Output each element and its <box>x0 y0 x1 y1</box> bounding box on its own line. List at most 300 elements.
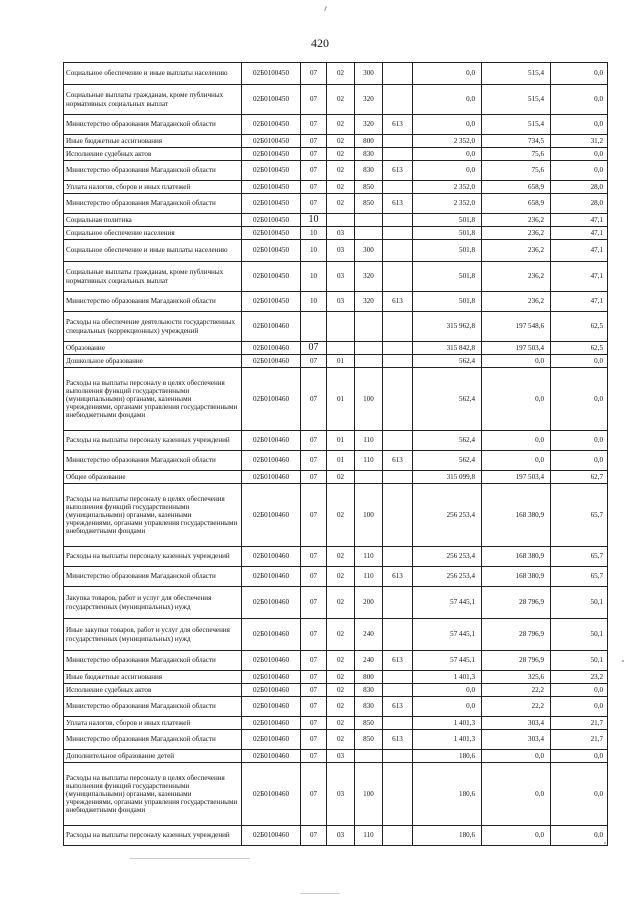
cell-target-article: 02Б0100460 <box>242 750 301 763</box>
cell-name: Социальное обеспечение и иные выплаты населению <box>64 63 242 85</box>
cell-percent: 0,0 <box>551 85 608 115</box>
cell-section: 07 <box>301 161 327 181</box>
cell-subsection: 02 <box>327 194 355 214</box>
table-row <box>64 214 608 227</box>
cell-admin-code <box>383 355 413 368</box>
cell-expense-type: 830 <box>355 684 383 697</box>
cell-section: 07 <box>301 368 327 431</box>
cell-subsection: 02 <box>327 567 355 587</box>
table-row <box>64 85 608 115</box>
cell-executed: 303,4 <box>482 717 551 730</box>
cell-subsection <box>327 342 355 355</box>
cell-planned: 562,4 <box>413 355 482 368</box>
cell-target-article: 02Б0100460 <box>242 342 301 355</box>
cell-subsection: 02 <box>327 717 355 730</box>
cell-section: 07 <box>301 717 327 730</box>
table-row <box>64 194 608 214</box>
cell-subsection: 03 <box>327 292 355 312</box>
cell-planned: 0,0 <box>413 684 482 697</box>
cell-section: 10 <box>301 240 327 262</box>
cell-percent: 31,2 <box>551 135 608 148</box>
cell-planned: 180,6 <box>413 763 482 826</box>
cell-admin-code <box>383 85 413 115</box>
cell-target-article: 02Б0100450 <box>242 85 301 115</box>
cell-expense-type: 850 <box>355 730 383 750</box>
cell-percent: 0,0 <box>551 826 608 846</box>
cell-subsection <box>327 312 355 342</box>
cell-planned: 2 352,0 <box>413 194 482 214</box>
cell-executed: 236,2 <box>482 227 551 240</box>
cell-target-article: 02Б0100450 <box>242 227 301 240</box>
table-row <box>64 161 608 181</box>
cell-subsection: 01 <box>327 368 355 431</box>
cell-subsection: 02 <box>327 619 355 651</box>
cell-expense-type: 800 <box>355 135 383 148</box>
cell-admin-code <box>383 471 413 484</box>
cell-expense-type <box>355 355 383 368</box>
table-row <box>64 240 608 262</box>
cell-executed: 658,9 <box>482 194 551 214</box>
cell-admin-code <box>383 547 413 567</box>
cell-executed: 515,4 <box>482 63 551 85</box>
cell-subsection: 02 <box>327 697 355 717</box>
cell-name: Министерство образования Магаданской области <box>64 292 242 312</box>
cell-percent: 0,0 <box>551 355 608 368</box>
cell-planned: 0,0 <box>413 63 482 85</box>
table-row <box>64 181 608 194</box>
cell-executed: 168 380,9 <box>482 547 551 567</box>
cell-subsection: 02 <box>327 671 355 684</box>
cell-section: 07 <box>301 194 327 214</box>
cell-target-article: 02Б0100450 <box>242 214 301 227</box>
cell-percent: 65,7 <box>551 567 608 587</box>
cell-planned: 180,6 <box>413 826 482 846</box>
cell-section: 07 <box>301 135 327 148</box>
cell-admin-code <box>383 135 413 148</box>
cell-planned: 562,4 <box>413 431 482 451</box>
cell-executed: 236,2 <box>482 214 551 227</box>
table-row <box>64 342 608 355</box>
cell-executed: 734,5 <box>482 135 551 148</box>
cell-admin-code <box>383 181 413 194</box>
cell-executed: 0,0 <box>482 431 551 451</box>
cell-planned: 0,0 <box>413 85 482 115</box>
cell-target-article: 02Б0100460 <box>242 471 301 484</box>
cell-percent: 21,7 <box>551 730 608 750</box>
cell-section: 07 <box>301 355 327 368</box>
cell-executed: 28 796,9 <box>482 619 551 651</box>
cell-executed: 515,4 <box>482 85 551 115</box>
table-row <box>64 368 608 431</box>
cell-name: Образование <box>64 342 242 355</box>
cell-planned: 501,8 <box>413 214 482 227</box>
cell-name: Министерство образования Магаданской области <box>64 697 242 717</box>
cell-planned: 0,0 <box>413 115 482 135</box>
cell-target-article: 02Б0100460 <box>242 697 301 717</box>
cell-admin-code <box>383 619 413 651</box>
cell-target-article: 02Б0100460 <box>242 651 301 671</box>
cell-section: 07 <box>301 471 327 484</box>
cell-executed: 75,6 <box>482 161 551 181</box>
cell-percent: 0,0 <box>551 451 608 471</box>
cell-section: 07 <box>301 484 327 547</box>
cell-executed: 75,6 <box>482 148 551 161</box>
cell-section: 10 <box>301 214 327 227</box>
table-row <box>64 227 608 240</box>
cell-planned: 315 099,8 <box>413 471 482 484</box>
cell-name: Исполнение судебных актов <box>64 148 242 161</box>
cell-expense-type <box>355 471 383 484</box>
cell-planned: 501,8 <box>413 227 482 240</box>
cell-subsection: 02 <box>327 148 355 161</box>
table-row <box>64 697 608 717</box>
cell-planned: 1 401,3 <box>413 671 482 684</box>
cell-executed: 0,0 <box>482 451 551 471</box>
cell-executed: 168 380,9 <box>482 484 551 547</box>
table-row <box>64 730 608 750</box>
cell-subsection <box>327 214 355 227</box>
cell-admin-code: 613 <box>383 194 413 214</box>
cell-name: Министерство образования Магаданской области <box>64 651 242 671</box>
cell-expense-type: 800 <box>355 671 383 684</box>
cell-target-article: 02Б0100460 <box>242 619 301 651</box>
cell-admin-code <box>383 63 413 85</box>
cell-planned: 57 445,1 <box>413 587 482 619</box>
cell-expense-type: 850 <box>355 194 383 214</box>
table-body <box>64 63 608 846</box>
cell-percent: 0,0 <box>551 148 608 161</box>
cell-name: Расходы на выплаты персоналу казенных учреждений <box>64 826 242 846</box>
cell-expense-type: 300 <box>355 63 383 85</box>
cell-executed: 0,0 <box>482 368 551 431</box>
cell-section: 07 <box>301 651 327 671</box>
cell-section: 10 <box>301 227 327 240</box>
cell-percent: 0,0 <box>551 763 608 826</box>
cell-name: Министерство образования Магаданской области <box>64 194 242 214</box>
cell-planned: 562,4 <box>413 451 482 471</box>
cell-target-article: 02Б0100460 <box>242 368 301 431</box>
cell-admin-code <box>383 368 413 431</box>
cell-section: 10 <box>301 262 327 292</box>
cell-name: Министерство образования Магаданской области <box>64 730 242 750</box>
cell-name: Исполнение судебных актов <box>64 684 242 697</box>
table-row <box>64 148 608 161</box>
cell-percent: 28,0 <box>551 194 608 214</box>
cell-admin-code: 613 <box>383 567 413 587</box>
cell-section: 07 <box>301 730 327 750</box>
cell-subsection: 02 <box>327 471 355 484</box>
cell-percent: 50,1 <box>551 619 608 651</box>
cell-expense-type: 850 <box>355 717 383 730</box>
cell-planned: 2 352,0 <box>413 135 482 148</box>
cell-percent: 0,0 <box>551 697 608 717</box>
table-row <box>64 826 608 846</box>
cell-target-article: 02Б0100460 <box>242 451 301 471</box>
scan-dot <box>604 842 606 844</box>
cell-section: 07 <box>301 763 327 826</box>
page-number: 420 <box>311 36 329 50</box>
cell-target-article: 02Б0100450 <box>242 148 301 161</box>
cell-executed: 28 796,9 <box>482 587 551 619</box>
cell-expense-type: 320 <box>355 115 383 135</box>
cell-target-article: 02Б0100460 <box>242 826 301 846</box>
cell-name: Социальные выплаты гражданам, кроме публичных нормативных социальных выплат <box>64 262 242 292</box>
cell-name: Министерство образования Магаданской области <box>64 451 242 471</box>
cell-percent: 62,5 <box>551 342 608 355</box>
cell-target-article: 02Б0100460 <box>242 355 301 368</box>
cell-target-article: 02Б0100460 <box>242 717 301 730</box>
cell-name: Социальное обеспечение и иные выплаты населению <box>64 240 242 262</box>
cell-expense-type: 110 <box>355 431 383 451</box>
cell-target-article: 02Б0100460 <box>242 730 301 750</box>
cell-planned: 315 842,8 <box>413 342 482 355</box>
cell-executed: 236,2 <box>482 240 551 262</box>
cell-admin-code <box>383 826 413 846</box>
cell-subsection: 02 <box>327 684 355 697</box>
cell-admin-code: 613 <box>383 115 413 135</box>
cell-expense-type: 320 <box>355 85 383 115</box>
cell-name: Расходы на выплаты персоналу в целях обеспечения выполнения функций государственными (муниципальными) органами, казенными учреждениями, органами управления государственными внебюджетными фондами <box>64 484 242 547</box>
cell-name: Уплата налогов, сборов и иных платежей <box>64 181 242 194</box>
scan-mark <box>324 6 327 11</box>
cell-expense-type: 830 <box>355 697 383 717</box>
cell-subsection: 01 <box>327 451 355 471</box>
cell-section: 07 <box>301 148 327 161</box>
cell-target-article: 02Б0100460 <box>242 431 301 451</box>
cell-name: Расходы на выплаты персоналу казенных учреждений <box>64 431 242 451</box>
cell-name: Иные бюджетные ассигнования <box>64 671 242 684</box>
cell-section: 07 <box>301 85 327 115</box>
cell-expense-type: 100 <box>355 484 383 547</box>
cell-target-article: 02Б0100460 <box>242 312 301 342</box>
cell-planned: 256 253,4 <box>413 567 482 587</box>
cell-percent: 47,1 <box>551 214 608 227</box>
cell-percent: 50,1 <box>551 651 608 671</box>
cell-subsection: 02 <box>327 63 355 85</box>
table-row <box>64 484 608 547</box>
cell-executed: 325,6 <box>482 671 551 684</box>
cell-expense-type: 110 <box>355 567 383 587</box>
cell-percent: 0,0 <box>551 63 608 85</box>
cell-name: Расходы на выплаты персоналу в целях обеспечения выполнения функций государственными (муниципальными) органами, казенными учреждениями, органами управления государственными внебюджетными фондами <box>64 368 242 431</box>
table-row <box>64 547 608 567</box>
cell-planned: 1 401,3 <box>413 717 482 730</box>
cell-percent: 0,0 <box>551 115 608 135</box>
cell-admin-code <box>383 227 413 240</box>
cell-admin-code <box>383 763 413 826</box>
cell-admin-code <box>383 262 413 292</box>
cell-name: Министерство образования Магаданской области <box>64 567 242 587</box>
table-row <box>64 717 608 730</box>
cell-expense-type: 200 <box>355 587 383 619</box>
table-row <box>64 471 608 484</box>
cell-target-article: 02Б0100450 <box>242 240 301 262</box>
table-row <box>64 292 608 312</box>
cell-expense-type: 110 <box>355 826 383 846</box>
cell-admin-code <box>383 431 413 451</box>
cell-subsection: 03 <box>327 750 355 763</box>
cell-section: 07 <box>301 63 327 85</box>
cell-percent: 0,0 <box>551 431 608 451</box>
table-row <box>64 355 608 368</box>
cell-expense-type: 830 <box>355 161 383 181</box>
cell-planned: 57 445,1 <box>413 619 482 651</box>
cell-admin-code: 613 <box>383 161 413 181</box>
cell-subsection: 02 <box>327 135 355 148</box>
cell-executed: 0,0 <box>482 826 551 846</box>
table-row <box>64 312 608 342</box>
cell-section <box>301 312 327 342</box>
cell-section: 07 <box>301 684 327 697</box>
table-row <box>64 750 608 763</box>
cell-section: 07 <box>301 697 327 717</box>
cell-target-article: 02Б0100450 <box>242 181 301 194</box>
cell-admin-code <box>383 750 413 763</box>
cell-target-article: 02Б0100460 <box>242 547 301 567</box>
cell-section: 07 <box>301 567 327 587</box>
cell-subsection: 01 <box>327 431 355 451</box>
cell-admin-code <box>383 484 413 547</box>
cell-target-article: 02Б0100450 <box>242 292 301 312</box>
cell-name: Общее образование <box>64 471 242 484</box>
cell-admin-code <box>383 240 413 262</box>
cell-executed: 0,0 <box>482 750 551 763</box>
table-row <box>64 135 608 148</box>
table-row <box>64 651 608 671</box>
cell-name: Иные закупки товаров, работ и услуг для обеспечения государственных (муниципальных) нужд <box>64 619 242 651</box>
cell-planned: 57 445,1 <box>413 651 482 671</box>
cell-executed: 515,4 <box>482 115 551 135</box>
cell-subsection: 03 <box>327 227 355 240</box>
cell-name: Расходы на обеспечение деятельности государственных специальных (коррекционных) учреждений <box>64 312 242 342</box>
cell-planned: 501,8 <box>413 292 482 312</box>
cell-admin-code <box>383 214 413 227</box>
cell-target-article: 02Б0100460 <box>242 587 301 619</box>
cell-subsection: 02 <box>327 484 355 547</box>
cell-executed: 303,4 <box>482 730 551 750</box>
cell-planned: 180,6 <box>413 750 482 763</box>
cell-planned: 315 962,8 <box>413 312 482 342</box>
table-row <box>64 619 608 651</box>
cell-executed: 0,0 <box>482 763 551 826</box>
cell-expense-type: 100 <box>355 368 383 431</box>
cell-target-article: 02Б0100450 <box>242 115 301 135</box>
cell-admin-code: 613 <box>383 697 413 717</box>
cell-section: 07 <box>301 671 327 684</box>
cell-admin-code <box>383 717 413 730</box>
cell-percent: 47,1 <box>551 292 608 312</box>
cell-admin-code <box>383 342 413 355</box>
scan-line <box>130 858 250 859</box>
cell-admin-code: 613 <box>383 292 413 312</box>
cell-target-article: 02Б0100450 <box>242 262 301 292</box>
table-row <box>64 567 608 587</box>
cell-percent: 62,7 <box>551 471 608 484</box>
scan-line <box>300 893 340 894</box>
cell-subsection: 02 <box>327 115 355 135</box>
cell-expense-type: 110 <box>355 451 383 471</box>
cell-expense-type <box>355 342 383 355</box>
cell-admin-code: 613 <box>383 651 413 671</box>
cell-expense-type: 240 <box>355 619 383 651</box>
cell-section: 07 <box>301 451 327 471</box>
cell-section: 07 <box>301 547 327 567</box>
table-row <box>64 262 608 292</box>
cell-section: 07 <box>301 750 327 763</box>
cell-subsection: 02 <box>327 730 355 750</box>
cell-expense-type: 320 <box>355 262 383 292</box>
cell-name: Уплата налогов, сборов и иных платежей <box>64 717 242 730</box>
cell-name: Иные бюджетные ассигнования <box>64 135 242 148</box>
cell-executed: 197 548,6 <box>482 312 551 342</box>
cell-percent: 23,2 <box>551 671 608 684</box>
cell-executed: 22,2 <box>482 697 551 717</box>
cell-planned: 0,0 <box>413 697 482 717</box>
cell-planned: 501,8 <box>413 262 482 292</box>
cell-name: Дошкольное образование <box>64 355 242 368</box>
cell-name: Министерство образования Магаданской области <box>64 161 242 181</box>
cell-name: Социальные выплаты гражданам, кроме публичных нормативных социальных выплат <box>64 85 242 115</box>
table-row <box>64 587 608 619</box>
table-row <box>64 115 608 135</box>
cell-admin-code: 613 <box>383 730 413 750</box>
cell-target-article: 02Б0100450 <box>242 194 301 214</box>
cell-executed: 658,9 <box>482 181 551 194</box>
cell-target-article: 02Б0100450 <box>242 161 301 181</box>
cell-executed: 28 796,9 <box>482 651 551 671</box>
cell-section: 07 <box>301 826 327 846</box>
cell-executed: 197 503,4 <box>482 342 551 355</box>
budget-table <box>63 62 608 846</box>
table-row <box>64 671 608 684</box>
cell-subsection: 03 <box>327 763 355 826</box>
cell-name: Социальная политика <box>64 214 242 227</box>
cell-name: Дополнительное образование детей <box>64 750 242 763</box>
table-row <box>64 684 608 697</box>
cell-admin-code <box>383 312 413 342</box>
cell-subsection: 02 <box>327 587 355 619</box>
cell-planned: 0,0 <box>413 161 482 181</box>
cell-subsection: 03 <box>327 240 355 262</box>
cell-planned: 256 253,4 <box>413 484 482 547</box>
cell-expense-type <box>355 750 383 763</box>
cell-subsection: 01 <box>327 355 355 368</box>
cell-percent: 65,7 <box>551 484 608 547</box>
cell-expense-type: 240 <box>355 651 383 671</box>
cell-percent: 0,0 <box>551 368 608 431</box>
cell-percent: 50,1 <box>551 587 608 619</box>
table-row <box>64 63 608 85</box>
cell-planned: 501,8 <box>413 240 482 262</box>
table-row <box>64 431 608 451</box>
cell-expense-type: 830 <box>355 148 383 161</box>
cell-name: Социальное обеспечение населения <box>64 227 242 240</box>
cell-target-article: 02Б0100460 <box>242 684 301 697</box>
cell-section: 10 <box>301 292 327 312</box>
cell-name: Закупка товаров, работ и услуг для обеспечения государственных (муниципальных) нужд <box>64 587 242 619</box>
cell-planned: 256 253,4 <box>413 547 482 567</box>
cell-section: 07 <box>301 619 327 651</box>
cell-target-article: 02Б0100460 <box>242 671 301 684</box>
table-row <box>64 451 608 471</box>
cell-subsection: 03 <box>327 826 355 846</box>
cell-subsection: 02 <box>327 161 355 181</box>
cell-subsection: 02 <box>327 181 355 194</box>
scan-dot <box>622 660 624 662</box>
cell-executed: 236,2 <box>482 262 551 292</box>
cell-planned: 1 401,3 <box>413 730 482 750</box>
cell-target-article: 02Б0100460 <box>242 484 301 547</box>
